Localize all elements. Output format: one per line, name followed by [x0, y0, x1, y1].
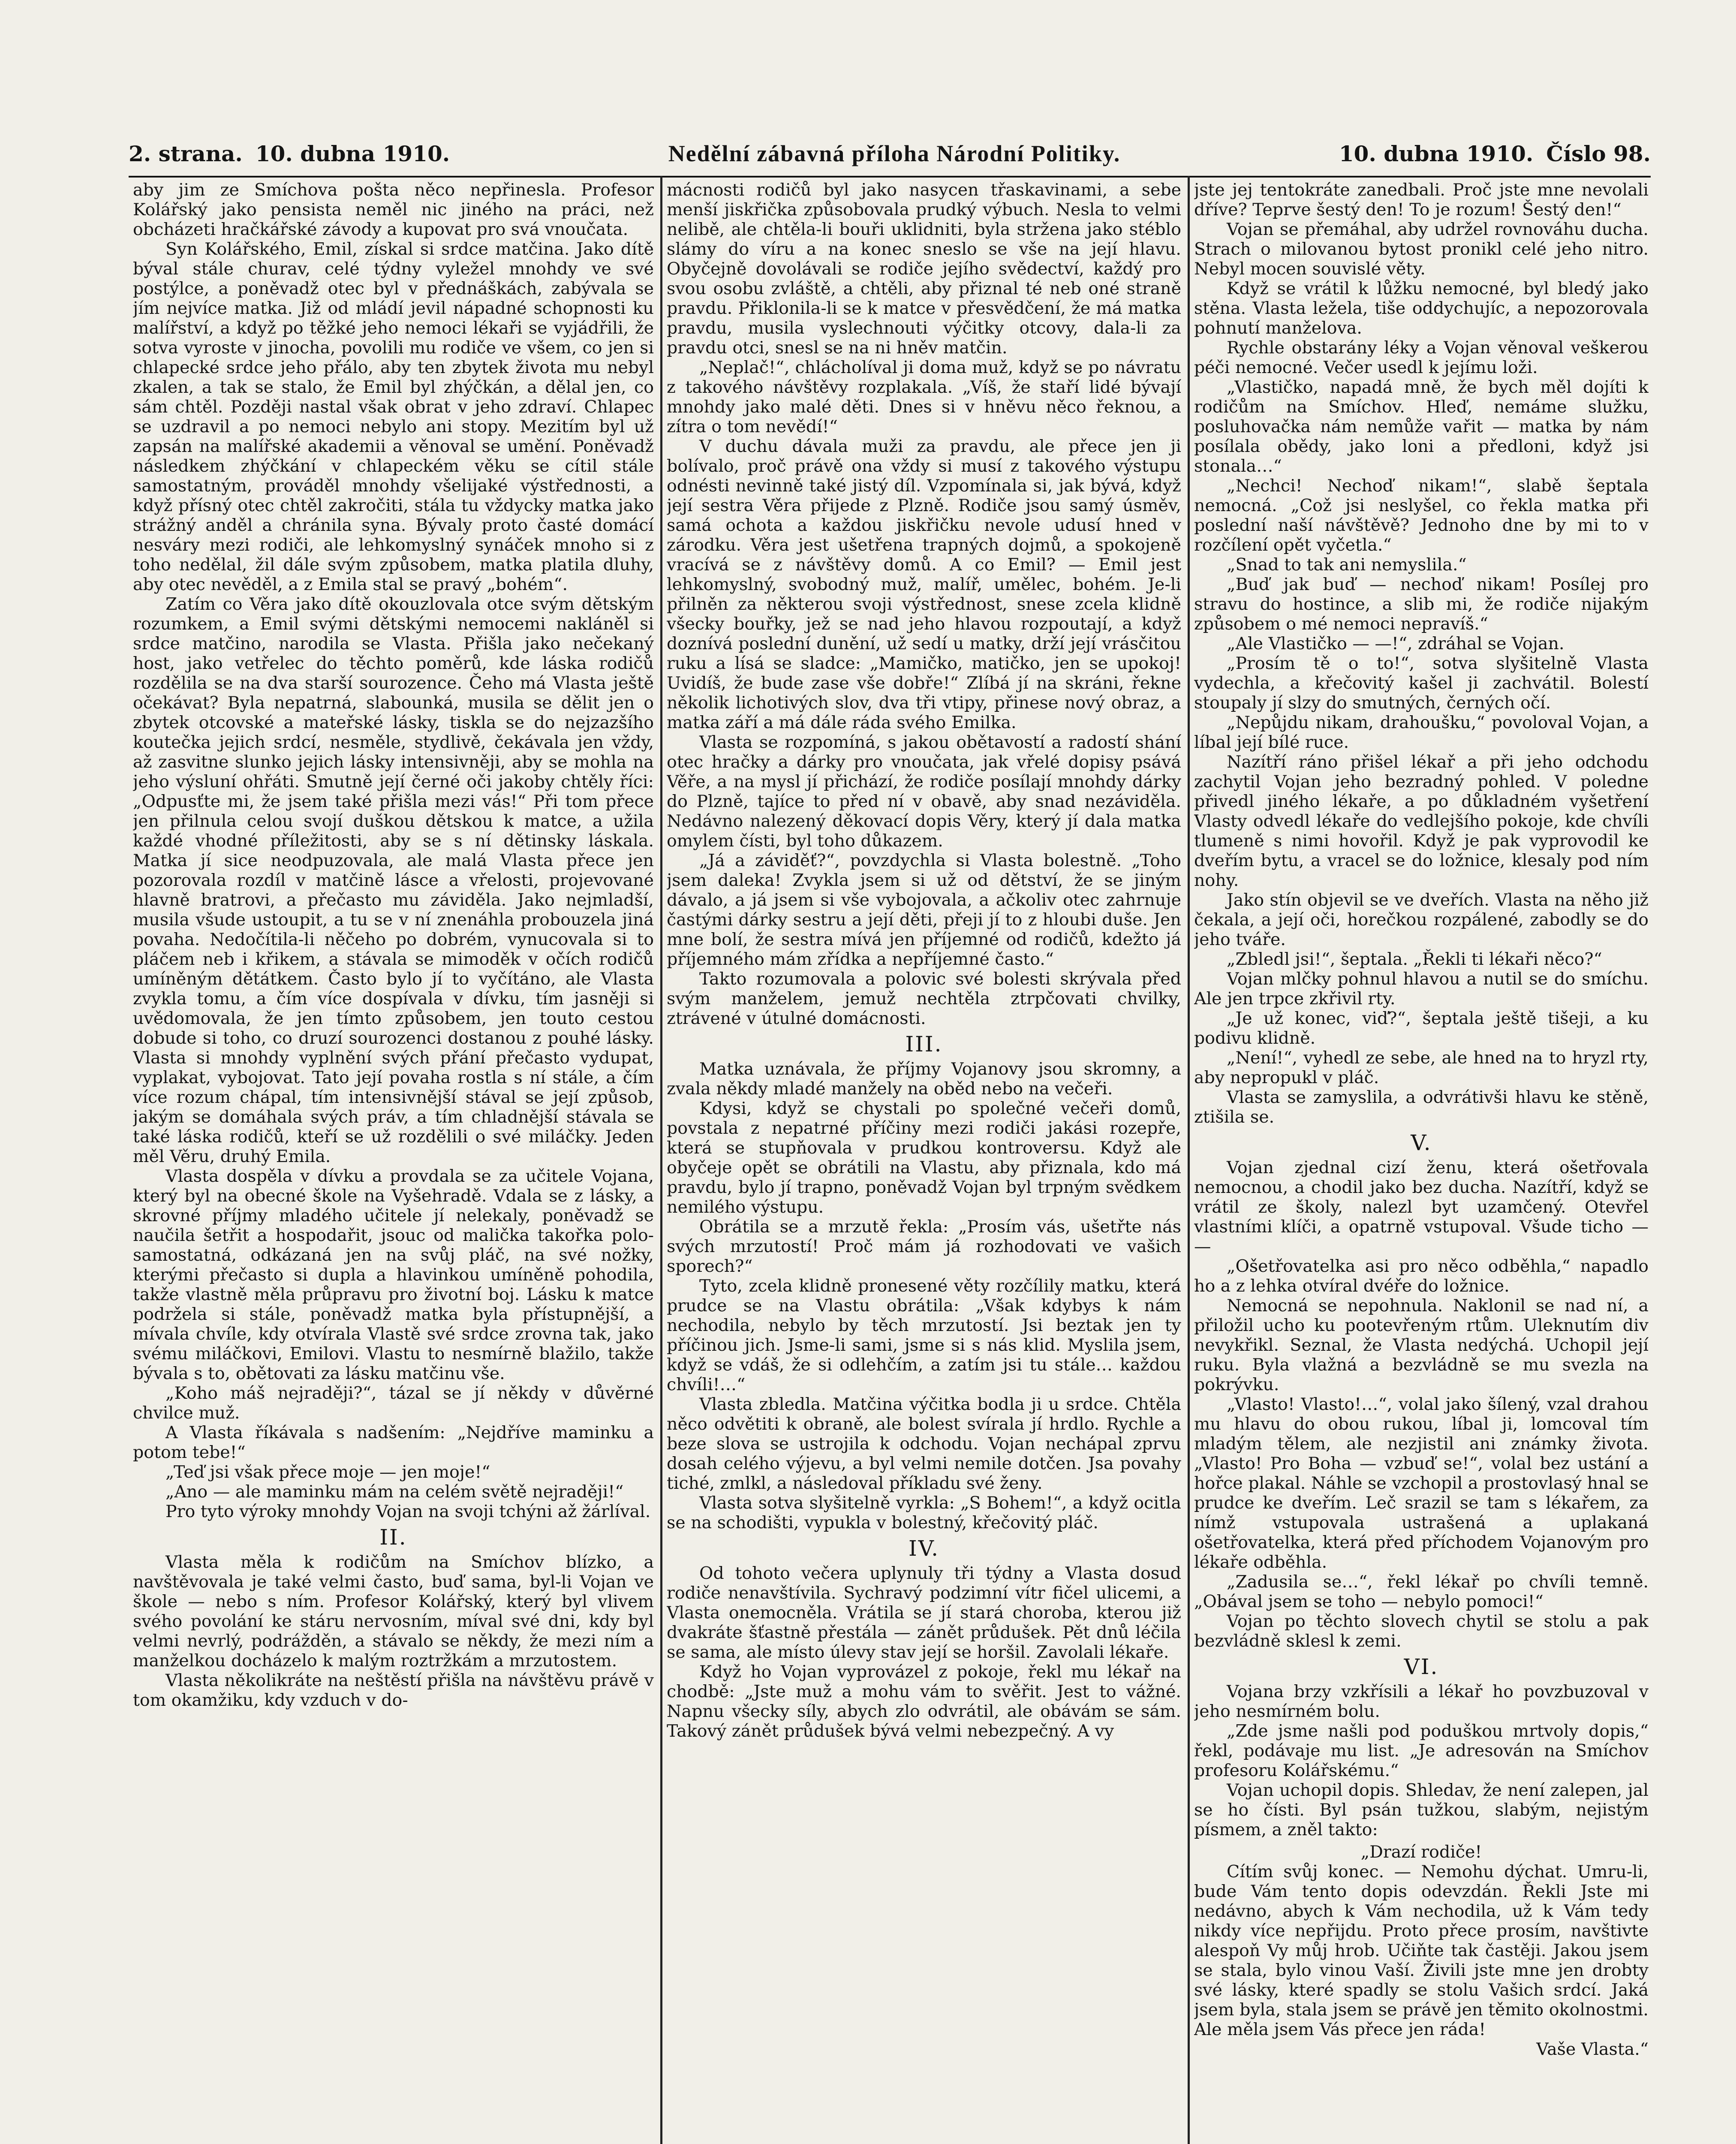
paragraph: „Teď jsi však přece moje — jen moje!“ [165, 1462, 490, 1482]
paragraph: Nazítří ráno přišel lékař a při jeho odchodu zachytil Vojan jeho bezradný pohled. V poledne přivedl jiného lékaře, a po důkladném vyšetření Vlasty odvedl lékaře do vedlejšího pokoje, kde chvíli tlumeně s nimi hovořil. Když je pak vyprovodil ke dveřím bytu, a vracel se do ložnice, klesaly pod ním nohy. [1194, 752, 1649, 890]
paragraph: Zatím co Věra jako dítě okouzlovala otce svým dětským rozumkem, a Emil svými dětskými nemocemi nakláněl si srdce matčino, narodila se Vlasta. Přišla jako nečekaný host, jako vetřelec do těchto poměrů, kde láska rodičů rozdělila se na dva starší sourozence. Čeho má Vlasta ještě očekávat? Byla nepatrná, slabounká, musila se dělit jen o zbytek otcovské a mateřské lásky, tiskla se do nejzazšího koutečka jejich srdcí, nesměle, stydlivě, čekávala jen vždy, až zasvitne slunko jejich lásky intensivněji, aby se mohla na jeho výsluní ohřáti. Smutně její černé oči jakoby chtěly říci: „Odpusťte mi, že jsem také přišla mezi vás!“ Při tom přece jen přilnula celou svojí duškou dětskou k matce, a užila každé vhodné příležitosti, aby se s ní dětinsky láskala. Matka jí sice neodpuzovala, ale malá Vlasta přece jen pozorovala rozdíl v matčině lásce a vřelosti, projevované hlavně bratrovi, a přečasto mu záviděla. Jako nejmladší, musila všude ustoupit, a tu se v ní znenáhla probouzela jiná povaha. Nedočítila-li něčeho po dobrém, vynucovala si to pláčem neb i křikem, a stávala se mimoděk v očích rodičů umíněným dětátkem. Často bylo jí to vyčítáno, ale Vlasta zvykla tomu, a čím více dospívala v dívku, tím jasněji si uvědomovala, že jen tímto způsobem, jen touto cestou dobude si toho, co druzí sourozenci dostanou z pouhé lásky. Vlasta si mnohdy vyplnění svých přání přečasto vydupat, vyplakat, vybojovat. Tato její povaha rostla s ní stále, a čím více rozum chápal, tím intensivnější stával se její způsob, jakým se domáhala svých práv, a tím chladnější stávala se také láska rodičů, kteří se už rozdělili o své miláčky. Jeden měl Věru, druhý Emila. [133, 594, 654, 1166]
paragraph: Obrátila se a mrzutě řekla: „Prosím vás, ušetřte nás svých mrzutostí! Proč mám já rozhodovati ve vašich sporech?“ [667, 1217, 1181, 1276]
paragraph: V duchu dávala muži za pravdu, ale přece jen ji bolívalo, proč právě ona vždy si musí z takového výstupu odnésti nevinně také jistý díl. Vzpomínala si, jak bývá, když její sestra Věra přijede z Plzně. Rodiče jsou samý úsměv, samá ochota a každou jiskřičku nevole udusí hned v zárodku. Věra jest ušetřena trapných dojmů, a spokojeně vracívá se z návštěvy domů. A co Emil? — Emil jest lehkomyslný, svobodný muž, malíř, umělec, bohém. Je-li přilněn za některou svoji výstřednost, snese zcela klidně všecky bouřky, jež se nad jeho hlavou rozpoutají, a když doznívá poslední dunění, už sedí u matky, drží její vrásčitou ruku a lísá se sladce: „Mamičko, matičko, jen se upokoj! Uvidíš, že bude zase vše dobře!“ Zlíbá jí na skráni, řekne několik lichotivých slov, dva tři vtipy, přinese nový obraz, a matka září a má dále ráda svého Emilka. [667, 437, 1181, 732]
masthead: Nedělní zábavná příloha Národní Politiky. [668, 141, 1121, 166]
issue-number: Číslo 98. [1546, 141, 1651, 166]
page-header [129, 136, 1651, 171]
column-divider-1 [660, 176, 662, 2144]
paragraph: Vlasta dospěla v dívku a provdala se za učitele Vojana, který byl na obecné škole na Vyšehradě. Vdala se z lásky, a skrovné příjmy mladého učitele jí nelekaly, poněvadž se naučila šetřit a hospodařit, jsouc od malička takořka polo-samostatná, odkázaná jen na svůj pláč, na své nožky, kterými přečasto si dupla a hlavinkou umíněně pohodila, takže vlastně měla průpravu pro životní boj. Lásku k matce podržela si stále, poněvadž matka byla přístupnější, a mívala chvíle, kdy otvírala Vlastě své srdce zrovna tak, jako svému miláčkovi, Emilovi. Vlastu to nesmírně blažilo, takže bývala s to, obětovati za lásku matčinu vše. [133, 1166, 654, 1383]
paragraph: Vojan po těchto slovech chytil se stolu a pak bezvládně sklesl k zemi. [1194, 1611, 1649, 1651]
paragraph: Vlasta se zamyslila, a odvrátivši hlavu ke stěně, ztišila se. [1194, 1087, 1649, 1127]
paragraph: „Nepůjdu nikam, drahoušku,“ povoloval Vojan, a líbal její bílé ruce. [1194, 713, 1649, 752]
paragraph: Jako stín objevil se ve dveřích. Vlasta na něho již čekala, a její oči, horečkou rozpálené, zabodly se do jeho tváře. [1194, 890, 1649, 949]
paragraph: Vojan uchopil dopis. Shledav, že není zalepen, jal se ho čísti. Byl psán tužkou, slabým, nejistým písmem, a zněl takto: [1194, 1780, 1649, 1840]
paragraph: Vlasta se rozpomíná, s jakou obětavostí a radostí shání otec hračky a dárky pro vnoučata, jak vřelé dopisy psává Věře, a na mysl jí přichází, že rodiče posílají mnohdy dárky do Plzně, tajíce to před ní v obavě, aby snad nezáviděla. Nedávno nalezený děkovací dopis Věry, který jí dala matka omylem čísti, byl toho důkazem. [667, 732, 1181, 851]
paragraph: Vlasta zbledla. Matčina výčitka bodla ji u srdce. Chtěla něco odvětiti k obraně, ale bolest svírala jí hrdlo. Rychle a beze slova se ustrojila k odchodu. Vojan nechápal zprvu dosah celého výjevu, a byl velmi nemile dotčen. Jsa povahy tiché, zmlkl, a následoval příkladu své ženy. [667, 1394, 1181, 1493]
paragraph: „Je už konec, viď?“, šeptala ještě tišeji, a ku podivu klidně. [1194, 1009, 1649, 1048]
paragraph: „Koho máš nejraději?“, tázal se jí někdy v důvěrné chvilce muž. [133, 1383, 654, 1423]
paragraph: „Neplač!“, chlácholíval ji doma muž, když se po návratu z takového návštěvy rozplakala. „Víš, že staří lidé bývají mnohdy jako malé děti. Dnes si v hněvu něco řeknou, a zítra o tom nevědí!“ [667, 358, 1181, 437]
paragraph: „Prosím tě o to!“, sotva slyšitelně Vlasta vydechla, a křečovitý kašel ji zachvátil. Bolestí stoupaly jí slzy do smutných, černých očí. [1194, 653, 1649, 713]
paragraph: „Buď jak buď — nechoď nikam! Posílej pro stravu do hostince, a slib mi, že rodiče nijakým způsobem o mé nemoci nepravíš.“ [1194, 575, 1649, 634]
paragraph: „Vlasto! Vlasto!…“, volal jako šílený, vzal drahou mu hlavu do obou rukou, líbal ji, lomcoval tím mladým tělem, ale nezjistil ani známky života. „Vlasto! Pro Boha — vzbuď se!“, volal bez ustání a hořce plakal. Náhle se vzchopil a prostovlasý hnal se prudce ke dveřím. Leč srazil se tam s lékařem, za nímž vstupovala ustrašená a uplakaná ošetřovatelka, která před příchodem Vojanovým pro lékaře odběhla. [1194, 1394, 1649, 1572]
paragraph: A Vlasta říkávala s nadšením: „Nejdříve maminku a potom tebe!“ [133, 1423, 654, 1462]
section-heading: IV. [908, 1536, 939, 1561]
column-2 [667, 180, 1181, 2144]
paragraph: Vojana brzy vzkřísili a lékař ho povzbuzoval v jeho nesmírném bolu. [1194, 1682, 1649, 1721]
paragraph: Vlasta měla k rodičům na Smíchov blízko, a navštěvovala je také velmi často, buď sama, byl-li Vojan ve škole — nebo s ním. Profesor Kolářský, který byl vlivem svého povolání ke stáru nervosním, míval své dni, kdy byl velmi nevrlý, podrážděn, a stávalo se někdy, že mezi ním a manželkou docházelo k malým roztržkám a mrzutostem. [133, 1552, 654, 1671]
section-heading: II. [379, 1525, 407, 1550]
paragraph: „Nechci! Nechoď nikam!“, slabě šeptala nemocná. „Což jsi neslyšel, co řekla matka při poslední naší návštěvě? Jednoho dne by mi to v rozčílení opět vyčetla.“ [1194, 476, 1649, 555]
paragraph: Nemocná se nepohnula. Naklonil se nad ní, a přiložil ucho ku pootevřeným rtům. Uleknutím div nevykřikl. Seznal, že Vlasta nedýchá. Uchopil její ruku. Byla vlažná a bezvládně se mu svezla na pokrývku. [1194, 1296, 1649, 1394]
letter-greeting: „Drazí rodiče! [1360, 1842, 1482, 1862]
paragraph: „Není!“, vyhedl ze sebe, ale hned na to hryzl rty, aby nepropukl v pláč. [1194, 1048, 1649, 1087]
column-1 [133, 180, 654, 2144]
paragraph: „Ano — ale maminku mám na celém světě nejraději!“ [165, 1482, 624, 1502]
header-date-right: 10. dubna 1910. [1339, 141, 1534, 166]
paragraph: Tyto, zcela klidně pronesené věty rozčílily matku, která prudce se na Vlastu obrátila: „Však kdybys k nám nechodila, nebylo by těch mrzutostí. Jsi beztak jen ty příčinou jich. Jsme-li sami, jsme si s nás klid. Myslila jsem, když se vdáš, že si odlehčím, a zatím jsi tu stále… každou chvíli!…“ [667, 1276, 1181, 1394]
paragraph: Matka uznávala, že příjmy Vojanovy jsou skromny, a zvala někdy mladé manžely na oběd nebo na večeři. [667, 1059, 1181, 1099]
paragraph: Když ho Vojan vyprovázel z pokoje, řekl mu lékař na chodbě: „Jste muž a mohu vám to svěřit. Jest to vážné. Napnu všecky síly, abych zlo odvrátil, ale obávám se sám. Takový zánět průdušek bývá velmi nebezpečný. A vy [667, 1662, 1181, 1741]
section-heading: III. [905, 1032, 943, 1057]
paragraph: „Vlastičko, napadá mně, že bych měl dojíti k rodičům na Smíchov. Hleď, nemáme služku, posluhovačka nám nemůže vařit — matka by nám posílala obědy, jako loni a předloni, když jsi stonala…“ [1194, 377, 1649, 476]
paragraph: Vlasta sotva slyšitelně vyrkla: „S Bohem!“, a když ocitla se na schodišti, vypukla v bolestný, křečovitý pláč. [667, 1493, 1181, 1533]
paragraph: „Já a záviděť?“, povzdychla si Vlasta bolestně. „Toho jsem daleka! Zvykla jsem si už od dětství, že se jiným dávalo, a já jsem si vše vybojovala, a ačkoliv otec zahrnuje častými dárky sestru a její děti, přeji jí to z hloubi duše. Jen mne bolí, že sestra mívá jen příjemné od rodičů, kdežto já příjemného mám zřídka a nepříjemné často.“ [667, 851, 1181, 969]
paragraph: „Ale Vlastičko — —!“, zdráhal se Vojan. [1227, 634, 1565, 653]
paragraph: „Zadusila se…“, řekl lékař po chvíli temně. „Obával jsem se toho — nebylo pomoci!“ [1194, 1572, 1649, 1611]
paragraph: „Snad to tak ani nemyslila.“ [1227, 555, 1467, 575]
page-number: 2. strana. [129, 141, 243, 166]
section-heading: VI. [1404, 1654, 1439, 1679]
paragraph: Od tohoto večera uplynuly tři týdny a Vlasta dosud rodiče nenavštívila. Sychravý podzimní vítr fičel ulicemi, a Vlasta onemocněla. Vrátila se jí stará choroba, kterou již dvakráte šťastně přestála — zánět průdušek. Pět dnů léčila se sama, ale místo úlevy stav její se horšil. Zavolali lékaře. [667, 1563, 1181, 1662]
paragraph: Vojan zjednal cizí ženu, která ošetřovala nemocnou, a chodil jako bez ducha. Nazítří, když se vrátil ze školy, nalezl byt uzamčený. Otevřel vlastními klíči, a opatrně vstupoval. Všude ticho — — [1194, 1158, 1649, 1256]
letter-body: Cítím svůj konec. — Nemohu dýchat. Umru-li, bude Vám tento dopis odevzdán. Řekli Jste mi nedávno, abych k Vám nechodila, už k Vám tedy nikdy více nepřijdu. Proto přece prosím, navštivte alespoň Vy můj hrob. Učiňte tak častěji. Jakou jsem se stala, bylo vinou Vaší. Živili jste mne jen drobty své lásky, které spadly se stolu Vašich srdcí. Jaká jsem byla, stala jsem se právě jen těmito okolnostmi. Ale měla jsem Vás přece jen ráda! [1194, 1862, 1649, 2039]
paragraph: Pro tyto výroky mnohdy Vojan na svoji tchýni až žárlíval. [165, 1502, 651, 1521]
paragraph: Rychle obstarány léky a Vojan věnoval veškerou péči nemocné. Večer usedl k jejímu loži. [1194, 338, 1649, 377]
paragraph: Vojan se přemáhal, aby udržel rovnováhu ducha. Strach o milovanou bytost pronikl celé jeho nitro. Nebyl mocen souvislé věty. [1194, 220, 1649, 279]
column-divider-2 [1188, 176, 1190, 2144]
paragraph: „Zbledl jsi!“, šeptala. „Řekli ti lékaři něco?“ [1227, 949, 1602, 969]
paragraph: jste jej tentokráte zanedbali. Proč jste mne nevolali dříve? Teprve šestý den! To je rozum! Šestý den!“ [1194, 180, 1649, 220]
paragraph: Vlasta několikráte na neštěstí přišla na návštěvu právě v tom okamžiku, kdy vzduch v do- [133, 1671, 654, 1710]
paragraph: Syn Kolářského, Emil, získal si srdce matčina. Jako dítě býval stále churav, celé týdny vyležel mnohdy ve své postýlce, a poněvadž otec byl v přednáškách, zabývala se jím nejvíce matka. Již od mládí jevil nápadné schopnosti ku malířství, a když po těžké jeho nemoci lékaři se vyjádřili, že sotva vyroste v jinocha, povolili mu rodiče ve všem, co jen si chlapecké srdce jeho přálo, aby ten zbytek života mu nebyl zkalen, a tak se stalo, že Emil byl zhýčkán, a dělal jen, co sám chtěl. Později nastal však obrat v jeho zdraví. Chlapec se uzdravil a po nemoci nebylo ani stopy. Mezitím byl už zapsán na malířské akademii a věnoval se umění. Poněvadž následkem zhýčkání v chlapeckém věku se cítil stále samostatným, prováděl mnohdy všelijaké výstřednosti, a když přísný otec chtěl zakročiti, stála tu vždycky matka jako strážný anděl a chránila syna. Bývaly proto časté domácí nesváry mezi rodiči, ale lehkomyslný synáček mnoho si z toho nedělal, žil dále svým způsobem, matka platila dluhy, aby otec nevěděl, a z Emila stal se pravý „bohém“. [133, 239, 654, 594]
paragraph: „Zde jsme našli pod poduškou mrtvoly dopis,“ řekl, podávaje mu list. „Je adresován na Smíchov profesoru Kolářskému.“ [1194, 1721, 1649, 1780]
paragraph: Když se vrátil k lůžku nemocné, byl bledý jako stěna. Vlasta ležela, tiše oddychujíc, a nepozorovala pohnutí manželova. [1194, 279, 1649, 338]
paragraph: aby jim ze Smíchova pošta něco nepřinesla. Profesor Kolářský jako pensista neměl nic jiného na práci, než obcházeti hračkářské závody a kupovat pro svá vnoučata. [133, 180, 654, 239]
column-3 [1194, 180, 1649, 2144]
header-date-left: 10. dubna 1910. [255, 141, 450, 166]
paragraph: Vojan mlčky pohnul hlavou a nutil se do smíchu. Ale jen trpce zkřivil rty. [1194, 969, 1649, 1009]
paragraph: mácnosti rodičů byl jako nasycen třaskavinami, a sebe menší jiskřička způsobovala prudký výbuch. Nesla to velmi nelibě, ale chtěla-li bouři uklidniti, byla stržena jako stéblo slámy do víru a na konec sneslo se vše na její hlavu. Obyčejně dovolávali se rodiče jejího svědectví, každý pro svou osobu zvláště, a chtěli, aby přiznal té neb oné straně pravdu. Přiklonila-li se k matce v přesvědčení, že má matka pravdu, musila vyslechnouti výčitky otcovy, dala-li za pravdu otci, snesl se na ni hněv matčin. [667, 180, 1181, 358]
paragraph: „Ošetřovatelka asi pro něco odběhla,“ napadlo ho a z lehka otvíral dvéře do ložnice. [1194, 1256, 1649, 1296]
paragraph: Takto rozumovala a polovic své bolesti skrývala před svým manželem, jemuž nechtěla ztrpčovati chvilky, ztrávené v útulné domácnosti. [667, 969, 1181, 1028]
letter-signoff: Vaše Vlasta.“ [1536, 2039, 1649, 2059]
paragraph: Kdysi, když se chystali po společné večeři domů, povstala z nepatrné příčiny mezi rodiči jakási rozepře, která se stupňovala v prudkou kontroversu. Když ale obyčeje opět se obrátili na Vlastu, aby přiznala, kdo má pravdu, bylo jí trapno, poněvadž Vojan byl trpným svědkem nemilého výstupu. [667, 1099, 1181, 1217]
header-rule [129, 176, 1651, 178]
section-heading: V. [1411, 1130, 1432, 1155]
